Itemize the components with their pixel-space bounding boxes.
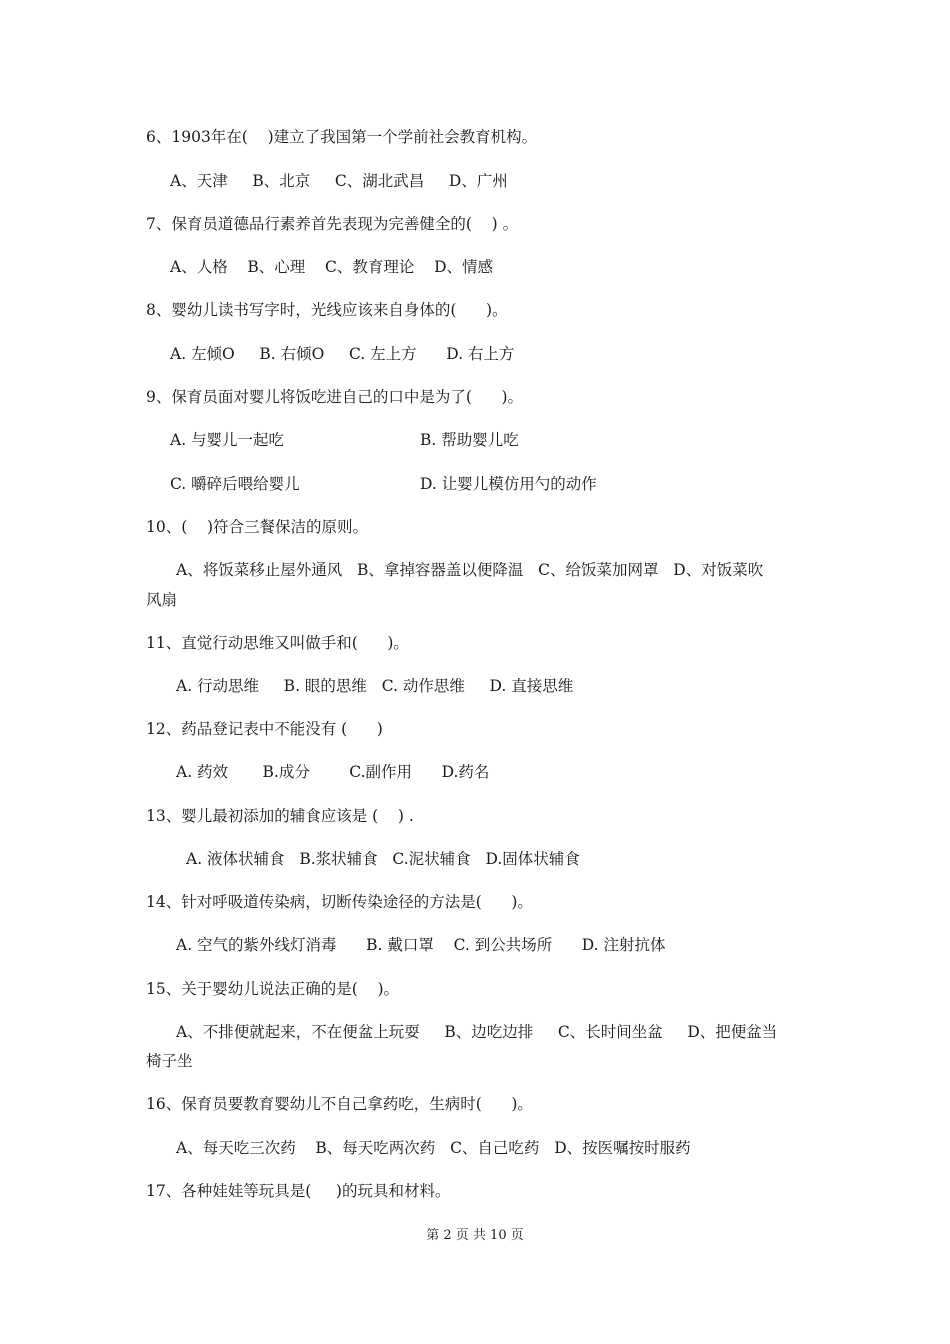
question-13-options: A. 液体状辅食 B.浆状辅食 C.泥状辅食 D.固体状辅食 bbox=[186, 850, 580, 868]
question-6-options: A、天津 B、北京 C、湖北武昌 D、广州 bbox=[170, 172, 508, 190]
question-6-stem: 6、1903年在( )建立了我国第一个学前社会教育机构。 bbox=[146, 128, 538, 146]
question-11-stem: 11、直觉行动思维又叫做手和( )。 bbox=[146, 634, 409, 652]
question-9-option-d: D. 让婴儿模仿用勺的动作 bbox=[420, 475, 597, 493]
question-10-stem: 10、( )符合三餐保洁的原则。 bbox=[146, 518, 369, 536]
question-16-options: A、每天吃三次药 B、每天吃两次药 C、自己吃药 D、按医嘱按时服药 bbox=[176, 1139, 691, 1157]
question-7-stem: 7、保育员道德品行素养首先表现为完善健全的( ) 。 bbox=[146, 215, 519, 233]
question-14-options: A. 空气的紫外线灯消毒 B. 戴口罩 C. 到公共场所 D. 注射抗体 bbox=[176, 936, 666, 954]
question-12-options: A. 药效 B.成分 C.副作用 D.药名 bbox=[176, 763, 490, 781]
question-10-options-line1: A、将饭菜移止屋外通风 B、拿掉容器盖以便降温 C、给饭菜加网罩 D、对饭菜吹 bbox=[176, 561, 764, 579]
question-12-stem: 12、药品登记表中不能没有 ( ) bbox=[146, 720, 383, 738]
question-15-options-line1: A、不排便就起来，不在便盆上玩耍 B、边吃边排 C、长时间坐盆 D、把便盆当 bbox=[176, 1023, 778, 1041]
question-10-options-line2: 风扇 bbox=[146, 591, 178, 609]
page-number-footer: 第 2 页 共 10 页 bbox=[426, 1228, 524, 1243]
question-11-options: A. 行动思维 B. 眼的思维 C. 动作思维 D. 直接思维 bbox=[176, 677, 574, 695]
question-8-stem: 8、婴幼儿读书写字时，光线应该来自身体的( )。 bbox=[146, 301, 508, 319]
question-17-stem: 17、各种娃娃等玩具是( )的玩具和材料。 bbox=[146, 1182, 451, 1200]
question-9-stem: 9、保育员面对婴儿将饭吃进自己的口中是为了( )。 bbox=[146, 388, 524, 406]
question-9-option-b: B. 帮助婴儿吃 bbox=[420, 431, 519, 449]
question-14-stem: 14、针对呼吸道传染病，切断传染途径的方法是( )。 bbox=[146, 893, 533, 911]
question-13-stem: 13、婴儿最初添加的辅食应该是 ( ) . bbox=[146, 807, 414, 825]
question-16-stem: 16、保育员要教育婴幼儿不自己拿药吃，生病时( )。 bbox=[146, 1095, 533, 1113]
question-8-options: A. 左倾O B. 右倾O C. 左上方 D. 右上方 bbox=[170, 345, 515, 363]
question-15-options-line2: 椅子坐 bbox=[146, 1052, 193, 1070]
question-9-option-a: A. 与婴儿一起吃 bbox=[170, 431, 285, 449]
question-9-option-c: C. 嚼碎后喂给婴儿 bbox=[170, 475, 300, 493]
question-7-options: A、人格 B、心理 C、教育理论 D、情感 bbox=[170, 258, 493, 276]
question-15-stem: 15、关于婴幼儿说法正确的是( )。 bbox=[146, 980, 400, 998]
